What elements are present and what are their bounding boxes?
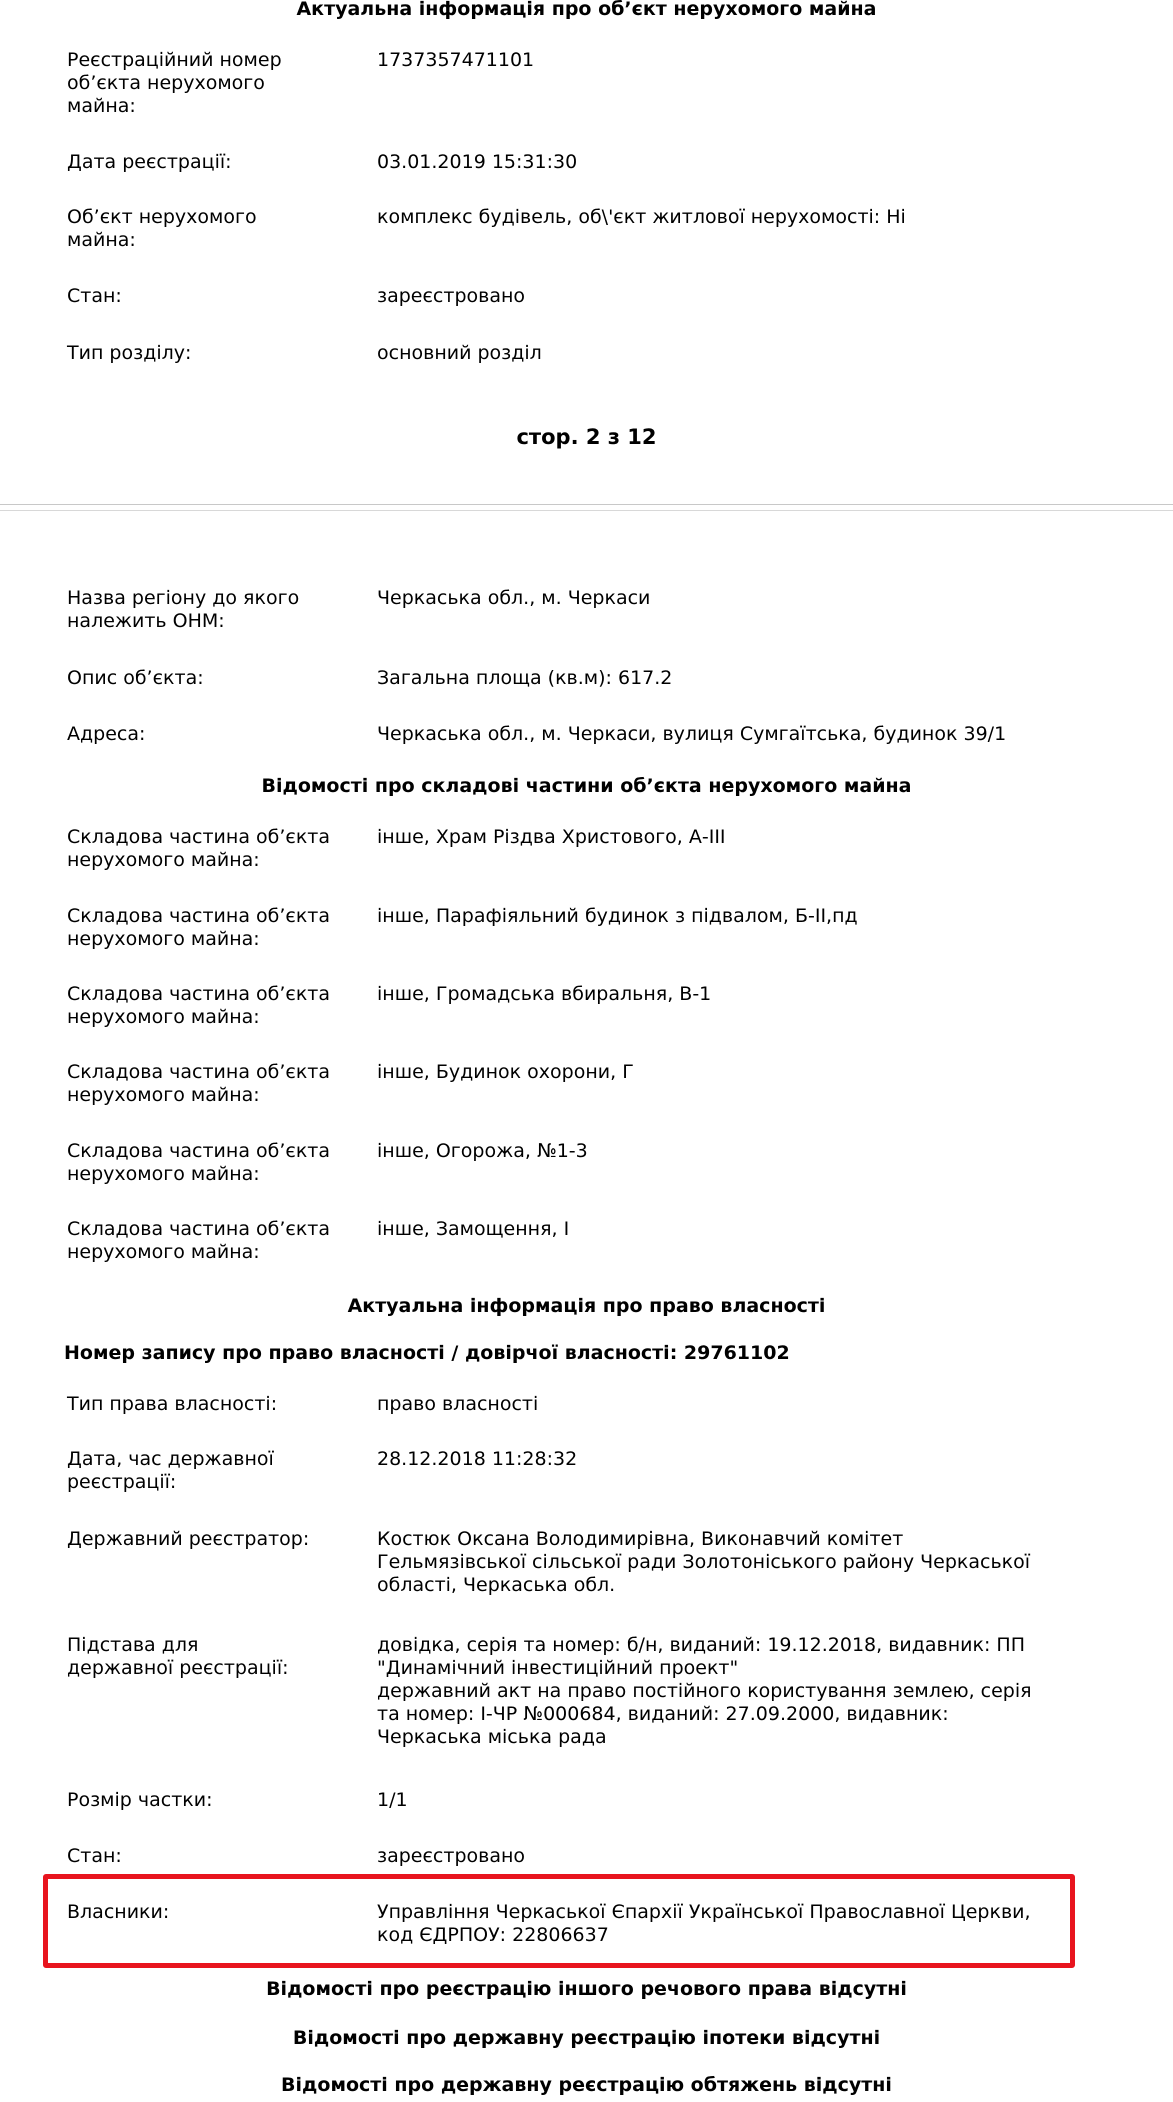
field-label: Розмір частки: [67,1789,213,1811]
field-value: інше, Огорожа, №1-3 [377,1140,588,1162]
page-number: стор. 2 з 12 [516,425,657,449]
page-divider [0,510,1173,511]
field-value: основний розділ [377,342,542,364]
record-number-heading: Номер запису про право власності / довірчої власності: 29761102 [64,1342,790,1364]
section-heading-parts: Відомості про складові частини об’єкта нерухомого майна [261,775,912,797]
field-label: Складова частина об’єкта нерухомого майна: [67,983,331,1028]
field-value: інше, Замощення, І [377,1218,570,1240]
field-value: Черкаська обл., м. Черкаси, вулиця Сумгаїтська, будинок 39/1 [377,723,1007,745]
field-label: Об’єкт нерухомого майна: [67,206,257,251]
field-value: 1/1 [377,1789,408,1811]
field-label: Дата, час державної реєстрації: [67,1448,274,1493]
field-label: Адреса: [67,723,146,745]
field-value: інше, Будинок охорони, Г [377,1061,634,1083]
field-value: Черкаська обл., м. Черкаси [377,587,651,609]
field-label: Складова частина об’єкта нерухомого майна: [67,905,331,950]
field-label: Складова частина об’єкта нерухомого майна: [67,1218,331,1263]
field-label: Тип розділу: [67,342,192,364]
notice-mortgage: Відомості про державну реєстрацію іпотеки відсутні [292,2027,881,2049]
field-label: Складова частина об’єкта нерухомого майна: [67,826,331,871]
field-value: інше, Громадська вбиральня, В-1 [377,983,712,1005]
field-label: Складова частина об’єкта нерухомого майна: [67,1140,331,1185]
field-label: Стан: [67,285,122,307]
field-label: Складова частина об’єкта нерухомого майна: [67,1061,331,1106]
field-value: зареєстровано [377,285,526,307]
field-value: право власності [377,1393,539,1415]
field-value: довідка, серія та номер: б/н, виданий: 19.12.2018, видавник: ПП "Динамічний інвестиційний проект" державний акт на право постійного користування землею, серія та номер: І-ЧР №000684, виданий: 27.09.2000, видавник: Черкаська міська рада [377,1634,1032,1748]
field-value: 28.12.2018 11:28:32 [377,1448,578,1470]
field-label: Назва регіону до якого належить ОНМ: [67,587,300,632]
notice-encumbrances: Відомості про державну реєстрацію обтяжень відсутні [281,2074,892,2096]
section-heading-ownership: Актуальна інформація про право власності [347,1295,826,1317]
field-value: Управління Черкаської Єпархії Української Православної Церкви, код ЄДРПОУ: 22806637 [377,1901,1031,1946]
field-label: Власники: [67,1901,170,1923]
field-value: 03.01.2019 15:31:30 [377,151,578,173]
field-value: інше, Парафіяльний будинок з підвалом, Б-ІІ,пд [377,905,858,927]
section-heading-object: Актуальна інформація про об’єкт нерухомого майна [296,0,877,20]
field-label: Стан: [67,1845,122,1867]
field-value: Загальна площа (кв.м): 617.2 [377,667,673,689]
field-label: Тип права власності: [67,1393,278,1415]
field-value: інше, Храм Різдва Христового, А-ІІІ [377,826,726,848]
field-value: 1737357471101 [377,49,535,71]
field-label: Дата реєстрації: [67,151,232,173]
field-label: Підстава для державної реєстрації: [67,1634,289,1679]
field-label: Опис об’єкта: [67,667,204,689]
field-label: Державний реєстратор: [67,1528,310,1550]
field-label: Реєстраційний номер об’єкта нерухомого майна: [67,49,282,117]
field-value: Костюк Оксана Володимирівна, Виконавчий комітет Гельмязівської сільської ради Золотоніського району Черкаської області, Черкаська обл. [377,1528,1031,1596]
page-divider [0,504,1173,505]
notice-other-rights: Відомості про реєстрацію іншого речового права відсутні [266,1978,907,2000]
field-value: зареєстровано [377,1845,526,1867]
field-value: комплекс будівель, об\'єкт житлової нерухомості: Ні [377,206,906,228]
